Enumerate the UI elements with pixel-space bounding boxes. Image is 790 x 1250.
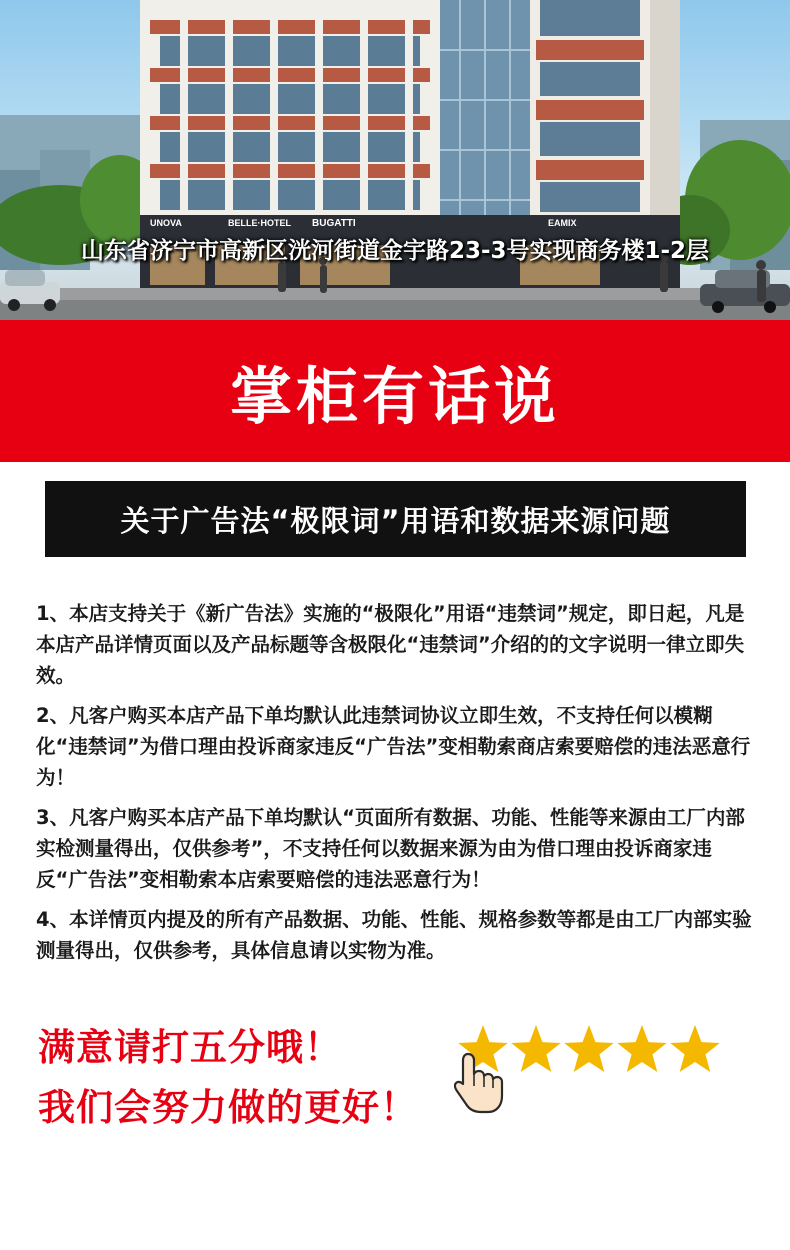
store-sign-4: EAMIX: [548, 218, 577, 228]
rating-star-icon-2[interactable]: [511, 1025, 560, 1072]
building-illustration: [0, 0, 790, 320]
notice-item-2: 2、凡客户购买本店产品下单均默认此违禁词协议立即生效，不支持任何以模糊化“违禁词”为借口理由投诉商家违反“广告法”变相勒索商店索要赔偿的违法恶意行为！: [36, 704, 751, 789]
pointing-hand-icon: [454, 1050, 506, 1114]
notice-item-3: 3、凡客户购买本店产品下单均默认“页面所有数据、功能、性能等来源由工厂内部实检测量得出，仅供参考”，不支持任何以数据来源为由为借口理由投诉商家违反“广告法”变相勒索本店索要赔偿的违法恶意行为！: [36, 806, 745, 891]
rating-request-text: 满意请打五分哦！: [38, 1026, 342, 1069]
shopkeeper-banner: [0, 320, 790, 462]
notice-item-4: 4、本详情页内提及的所有产品数据、功能、性能、规格参数等都是由工厂内部实验测量得出，仅供参考，具体信息请以实物为准。: [36, 908, 752, 962]
promise-text: 我们会努力做的更好！: [38, 1086, 418, 1129]
rating-star-icon-5[interactable]: [670, 1025, 719, 1072]
store-sign-3: BUGATTI: [312, 218, 356, 229]
store-sign-1: UNOVA: [150, 218, 182, 228]
store-address: 山东省济宁市高新区洸河街道金宇路23-3号实现商务楼1-2层: [80, 238, 710, 264]
notice-heading: 关于广告法“极限词”用语和数据来源问题: [45, 481, 746, 557]
notice-body: [36, 598, 752, 975]
rating-star-icon-4[interactable]: [617, 1025, 666, 1072]
notice-item-1: 1、本店支持关于《新广告法》实施的“极限化”用语“违禁词”规定，即日起，凡是本店产品详情页面以及产品标题等含极限化“违禁词”介绍的的文字说明一律立即失效。: [36, 602, 745, 687]
hero-building-image: [0, 0, 790, 320]
banner-title: 掌柜有话说: [229, 359, 560, 433]
store-sign-2: BELLE·HOTEL: [228, 218, 291, 228]
rating-star-icon-3[interactable]: [564, 1025, 613, 1072]
